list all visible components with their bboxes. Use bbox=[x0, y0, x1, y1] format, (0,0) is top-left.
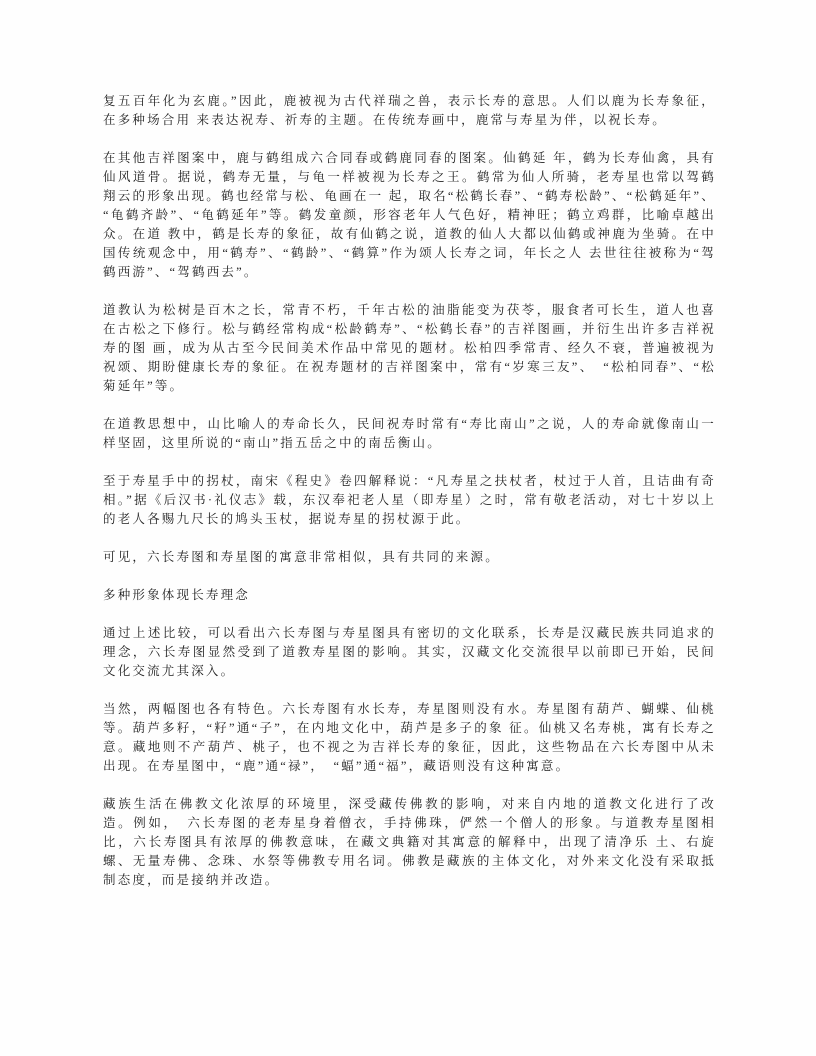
paragraph-deer-longevity: 复五百年化为玄鹿。”因此，鹿被视为古代祥瑞之兽，表示长寿的意思。人们以鹿为长寿象征，在多种场合用 来表达祝寿、祈寿的主题。在传统寿画中，鹿常与寿星为伴，以祝长寿。 bbox=[103, 94, 716, 127]
paragraph-pine-symbolism: 道教认为松树是百木之长，常青不朽，千年古松的油脂能变为茯苓，服食者可长生，道人也喜在古松之下修行。松与鹤经常构成“松龄鹤寿”、“松鹤长春”的吉祥图画，并衍生出许多吉祥祝寿的图 画，成为从古至今民间美术作品中常见的题材。松柏四季常青、经久不衰，普遍被视为祝颂、期盼健康长寿的象征。在祝寿题材的吉祥图案中，常有“岁寒三友”、 “松柏同春”、“松菊延年”等。 bbox=[103, 303, 716, 393]
paragraph-crane-symbolism: 在其他吉祥图案中，鹿与鹤组成六合同春或鹤鹿同春的图案。仙鹤延 年，鹤为长寿仙禽，具有仙风道骨。据说，鹤寿无量，与龟一样被视为长寿之王。鹤常为仙人所骑，老寿星也常以驾鹤翔云的形象出现。鹤也经常与松、龟画在一 起，取名“松鹤长春”、“鹤寿松龄”、“松鹤延年”、“龟鹤齐龄”、“龟鹤延年”等。鹤发童颜，形容老年人气色好，精神旺；鹤立鸡群，比喻卓越出众。在道 教中，鹤是长寿的象征，故有仙鹤之说，道教的仙人大都以仙鹤或神鹿为坐骑。在中国传统观念中，用“鹤寿”、“鹤龄”、“鹤算”作为颂人长寿之词，年长之人 去世往往被称为“驾鹤西游”、“驾鹤西去”。 bbox=[103, 151, 716, 279]
paragraph-shared-origin-conclusion: 可见，六长寿图和寿星图的寓意非常相似，具有共同的来源。 bbox=[103, 550, 500, 564]
paragraph-longevity-staff: 至于寿星手中的拐杖，南宋《程史》卷四解释说：“凡寿星之扶杖者，杖过于人首，且诘曲有奇相。”据《后汉书·礼仪志》载，东汉奉祀老人星（即寿星）之时，常有敬老活动，对七十岁以上的老人各赐九尺长的鸠头玉杖，据说寿星的拐杖源于此。 bbox=[103, 474, 716, 526]
paragraph-image-differences: 当然，两幅图也各有特色。六长寿图有水长寿，寿星图则没有水。寿星图有葫芦、蝴蝶、仙桃等。葫芦多籽，“籽”通“子”，在内地文化中，葫芦是多子的象 征。仙桃又名寿桃，寓有长寿之意。藏地则不产葫芦、桃子，也不视之为吉祥长寿的象征，因此，这些物品在六长寿图中从未出现。在寿星图中，“鹿”通“禄”， “蝠”通“福”，藏语则没有这种寓意。 bbox=[103, 702, 716, 773]
paragraph-southern-mountain: 在道教思想中，山比喻人的寿命长久，民间祝寿时常有“寿比南山”之说，人的寿命就像南山一样坚固，这里所说的“南山”指五岳之中的南岳衡山。 bbox=[103, 417, 716, 450]
paragraph-tibetan-buddhist-adaptation: 藏族生活在佛教文化浓厚的环境里，深受藏传佛教的影响，对来自内地的道教文化进行了改造。例如， 六长寿图的老寿星身着僧衣，手持佛珠，俨然一个僧人的形象。与道教寿星图相比，六长寿图具有浓厚的佛教意味，在藏文典籍对其寓意的解释中，出现了清净乐 土、右旋螺、无量寿佛、念珠、水祭等佛教专用名词。佛教是藏族的主体文化，对外来文化没有采取抵制态度，而是接纳并改造。 bbox=[103, 797, 716, 887]
paragraph-han-tibetan-exchange: 通过上述比较，可以看出六长寿图与寿星图具有密切的文化联系，长寿是汉藏民族共同追求的理念，六长寿图显然受到了道教寿星图的影响。其实，汉藏文化交流很早以前即已开始，民间文化交流尤其深入。 bbox=[103, 626, 716, 678]
section-heading-longevity-concept: 多种形象体现长寿理念 bbox=[103, 588, 251, 602]
